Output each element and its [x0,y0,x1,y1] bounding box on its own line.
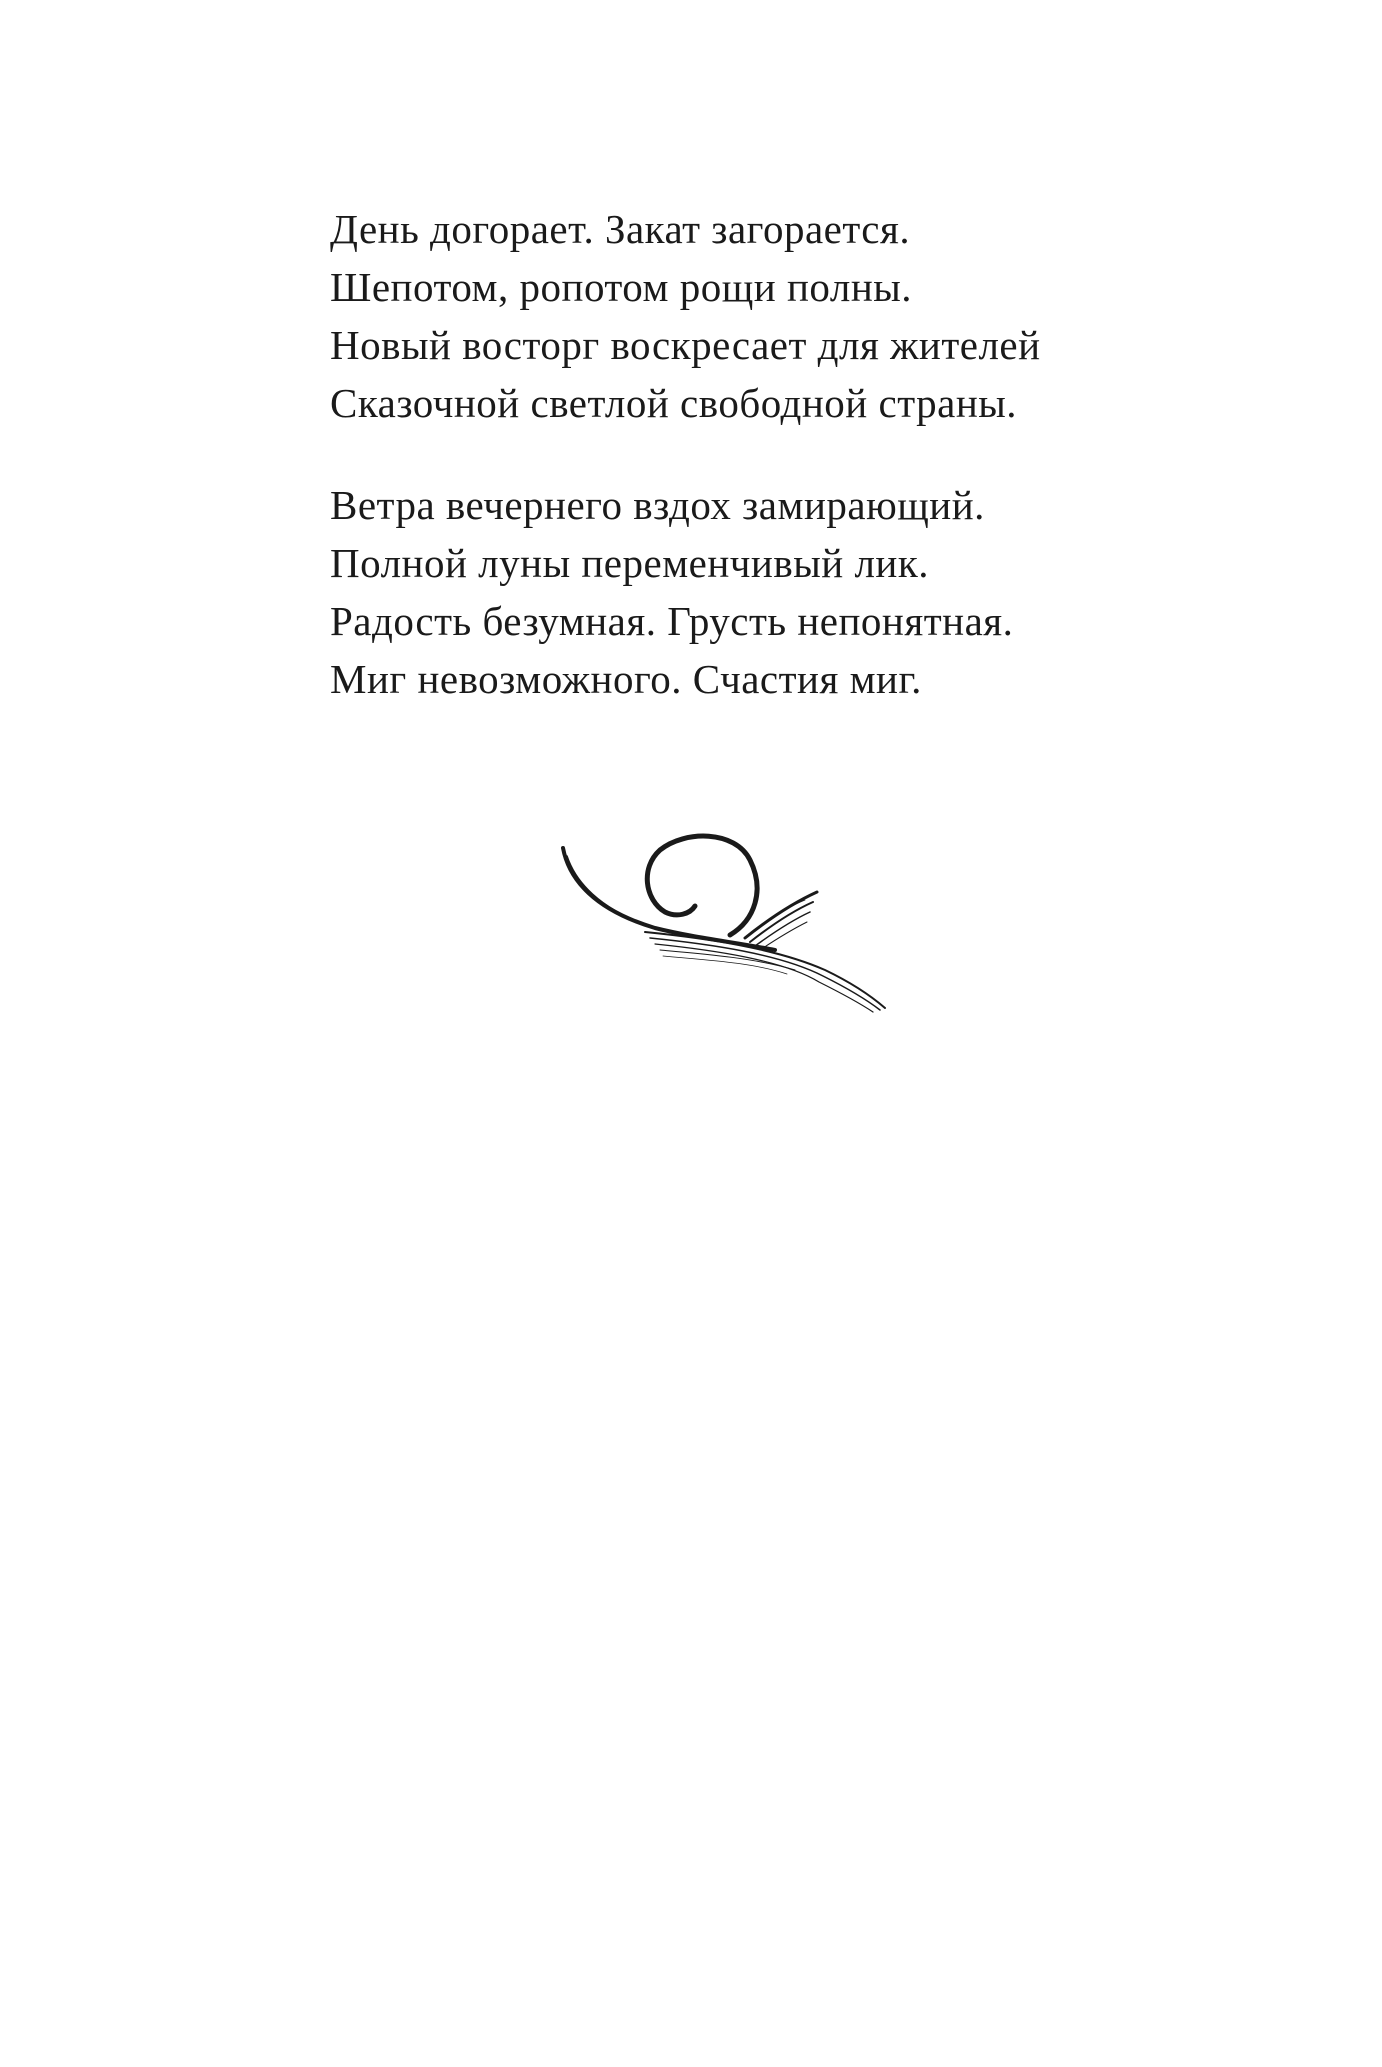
poem [330,200,1230,752]
poem-line: Ветра вечернего вздох замирающий. [330,482,985,528]
poem-line: Полной луны переменчивый лик. [330,540,930,586]
poem-line: Новый восторг воскресает для жителей [330,322,1041,368]
poem-line: Сказочной светлой свободной страны. [330,380,1018,426]
poem-line: Миг невозможного. Счастия миг. [330,656,922,702]
flourish-ornament-icon [555,820,895,1020]
poem-line: Радость безумная. Грусть непонятная. [330,598,1014,644]
stanza-1 [330,200,1230,432]
poem-line: Шепотом, ропотом рощи полны. [330,264,913,310]
stanza-2 [330,476,1230,708]
poem-line: День догорает. Закат загорается. [330,206,911,252]
